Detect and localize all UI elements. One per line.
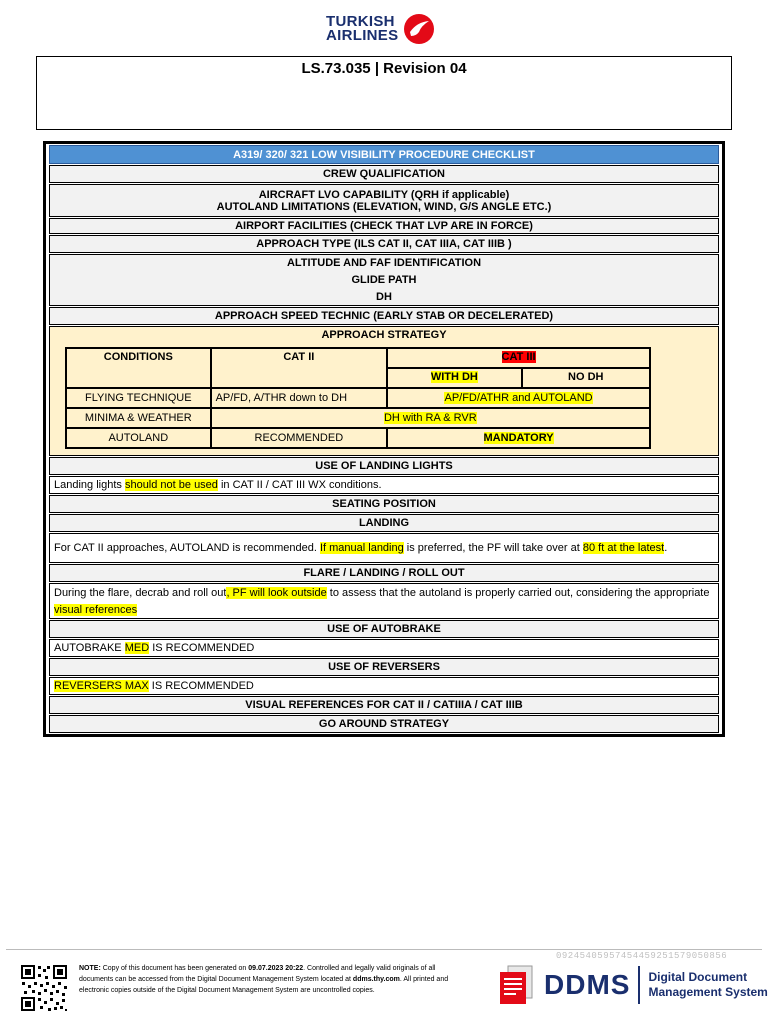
- landing-lights-header: USE OF LANDING LIGHTS: [49, 457, 719, 475]
- note-date: 09.07.2023 20:22: [248, 965, 304, 972]
- strategy-table: [65, 347, 651, 449]
- approach-strategy: APPROACH STRATEGY: [321, 329, 447, 341]
- flying-technique-cat2: AP/FD, A/THR down to DH: [211, 388, 388, 408]
- document-id: LS.73.035 | Revision 04: [301, 60, 467, 77]
- note-c: . All printed and electronic copies outside of the Digital Document Management System are uncontrolled copies.: [79, 976, 449, 994]
- checklist-title: A319/ 320/ 321 LOW VISIBILITY PROCEDURE CHECKLIST: [49, 145, 719, 164]
- cat3-label: CAT III: [501, 351, 536, 363]
- cat2-header: CAT II: [211, 348, 388, 388]
- go-around-strategy: GO AROUND STRATEGY: [49, 715, 719, 733]
- ddms-wordmark: DDMS: [544, 969, 631, 1000]
- minima-weather-label: MINIMA & WEATHER: [66, 408, 211, 428]
- logo-wordmark: [326, 15, 398, 43]
- reversers-b: IS RECOMMENDED: [148, 680, 254, 692]
- landing-c: is preferred, the PF will take over at: [403, 542, 583, 554]
- ddms-line1: Digital Document: [648, 970, 748, 984]
- flying-technique-label: FLYING TECHNIQUE: [66, 388, 211, 408]
- glide-path: GLIDE PATH: [351, 273, 417, 286]
- serial-number: 09245405957454459251579050856: [556, 951, 728, 961]
- crew-qualification: CREW QUALIFICATION: [49, 165, 719, 183]
- autoland-cat2: RECOMMENDED: [211, 428, 388, 448]
- copy-note: [79, 963, 459, 996]
- airport-facilities: AIRPORT FACILITIES (CHECK THAT LVP ARE IN FORCE): [49, 218, 719, 234]
- visual-references: VISUAL REFERENCES FOR CAT II / CATIIIA / CAT IIIB: [49, 696, 719, 714]
- aircraft-capability-row: [49, 184, 719, 217]
- autoland-limitations: AUTOLAND LIMITATIONS (ELEVATION, WIND, G/S ANGLE ETC.): [216, 200, 552, 213]
- ddms-separator: [638, 966, 640, 1004]
- landing-header: LANDING: [49, 514, 719, 532]
- landing-b: If manual landing: [319, 542, 404, 554]
- autoland-cat3-cell: [387, 428, 650, 448]
- autobrake-c: IS RECOMMENDED: [149, 642, 255, 654]
- note-site: ddms.thy.com: [352, 976, 400, 983]
- altitude-row: [49, 254, 719, 306]
- autoland-label: AUTOLAND: [66, 428, 211, 448]
- landing-d: 80 ft at the latest: [582, 542, 665, 554]
- ddms-subtitle: [648, 970, 767, 1000]
- flying-technique-cat3-cell: [387, 388, 650, 408]
- minima-value-cell: [211, 408, 650, 428]
- landing-lights-a: Landing lights: [54, 479, 125, 491]
- reversers-a: REVERSERS MAX: [54, 680, 149, 692]
- conditions-header: CONDITIONS: [66, 348, 211, 388]
- note-b: . Controlled and legally valid originals of all documents can be accessed from the Digital Document Management System located at: [79, 965, 436, 983]
- autobrake-b: MED: [124, 642, 150, 654]
- flare-a: During the flare, decrab and roll out: [54, 587, 227, 599]
- landing-a: For CAT II approaches, AUTOLAND is recommended.: [54, 542, 320, 554]
- cat3-header: [387, 348, 650, 368]
- minima-value: DH with RA & RVR: [383, 412, 477, 424]
- landing-lights-b: should not be used: [124, 479, 218, 491]
- flare-c: to assess that the autoland is properly carried out, considering the appropriate: [326, 587, 710, 599]
- ddms-line2: Management System: [648, 985, 768, 999]
- with-dh-header: [387, 368, 521, 388]
- approach-speed: APPROACH SPEED TECHNIC (EARLY STAB OR DECELERATED): [49, 307, 719, 325]
- bird-emblem-icon: [402, 12, 436, 46]
- approach-type: APPROACH TYPE (ILS CAT II, CAT IIIA, CAT IIIB ): [49, 235, 719, 253]
- flare-text: [49, 583, 719, 619]
- logo-line1: TURKISH: [326, 13, 395, 30]
- landing-lights-text: [49, 476, 719, 494]
- turkish-airlines-logo: [326, 12, 436, 46]
- approach-strategy-section: [49, 326, 719, 456]
- autobrake-text: [49, 639, 719, 657]
- autoland-cat3: MANDATORY: [483, 432, 554, 444]
- dh-label: DH: [376, 290, 392, 303]
- note-label: NOTE:: [79, 965, 101, 972]
- with-dh-label: WITH DH: [430, 371, 478, 383]
- landing-e: .: [664, 542, 668, 554]
- flare-d: visual references: [54, 604, 138, 616]
- qr-code-icon: [20, 964, 68, 1012]
- autobrake-header: USE OF AUTOBRAKE: [49, 620, 719, 638]
- reversers-text: [49, 677, 719, 695]
- reversers-header: USE OF REVERSERS: [49, 658, 719, 676]
- aircraft-capability: AIRCRAFT LVO CAPABILITY (QRH if applicable): [258, 188, 510, 201]
- document-stack-icon: [498, 964, 536, 1006]
- ddms-logo: [498, 964, 768, 1006]
- logo-line2: AIRLINES: [326, 27, 399, 44]
- footer-divider: [6, 949, 762, 950]
- note-a: Copy of this document has been generated on: [100, 965, 249, 972]
- flare-header: FLARE / LANDING / ROLL OUT: [49, 564, 719, 582]
- altitude-faf: ALTITUDE AND FAF IDENTIFICATION: [286, 256, 482, 269]
- landing-text: [49, 533, 719, 563]
- autobrake-a: AUTOBRAKE: [54, 642, 125, 654]
- seating-position: SEATING POSITION: [49, 495, 719, 513]
- no-dh-header: NO DH: [522, 368, 650, 388]
- flare-b: , PF will look outside: [226, 587, 327, 599]
- lvp-checklist: [43, 141, 725, 737]
- flying-technique-cat3: AP/FD/ATHR and AUTOLAND: [444, 392, 593, 404]
- landing-lights-c: in CAT II / CAT III WX conditions.: [217, 479, 382, 491]
